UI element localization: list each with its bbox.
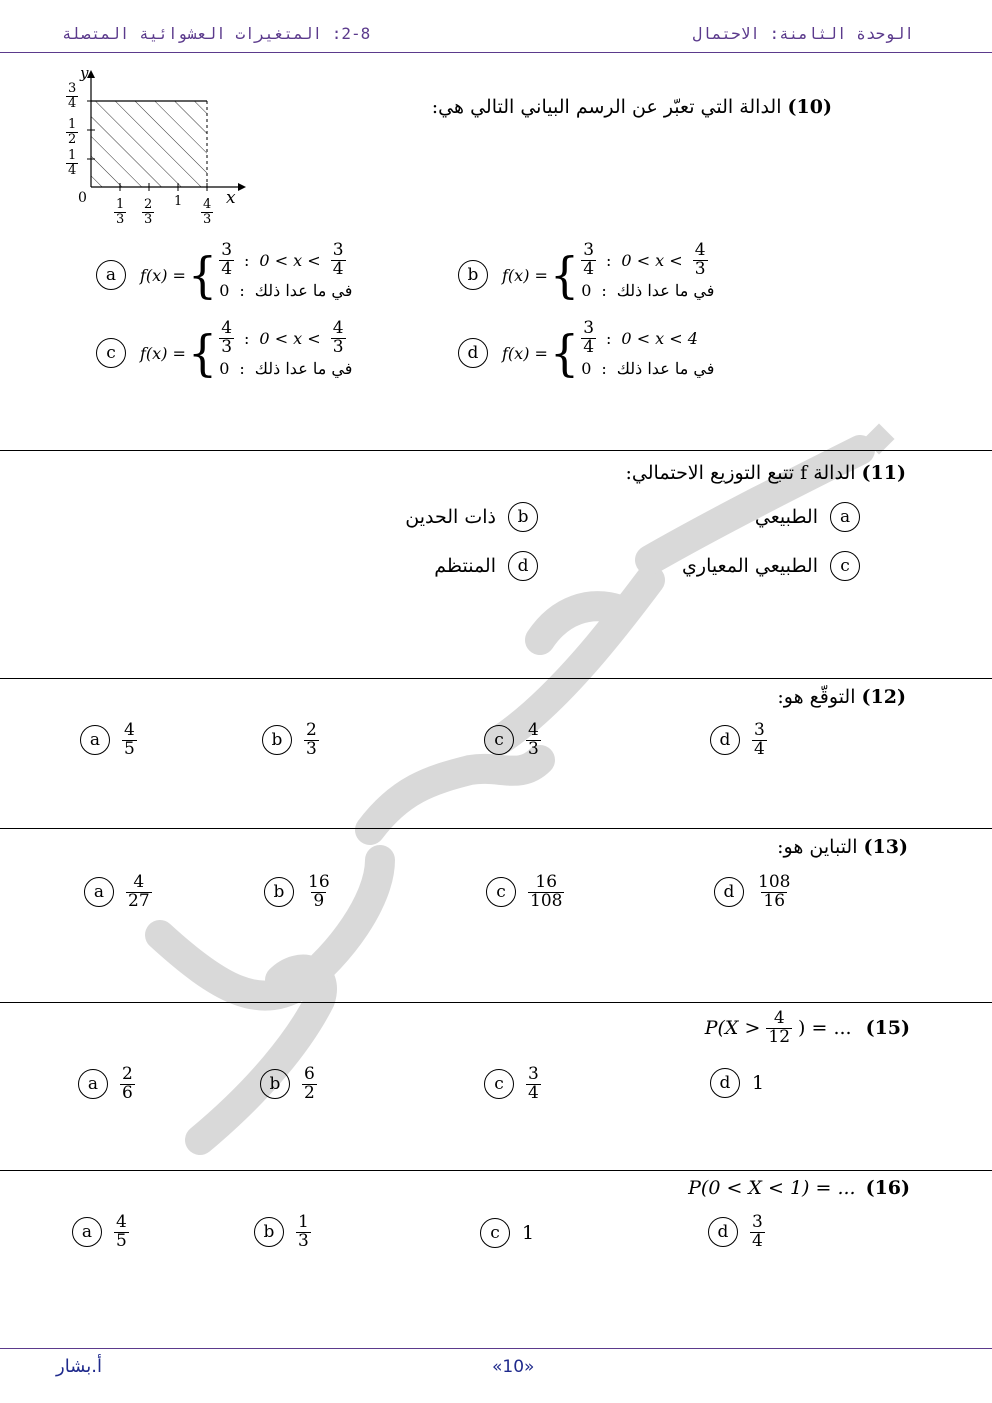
q15-option-a[interactable] <box>78 1066 135 1103</box>
option-letter-a: a <box>96 260 126 290</box>
piecewise-function <box>502 239 715 304</box>
q10-number: (10) <box>787 96 832 118</box>
case-value: $\frac{4}{3}$ <box>221 317 233 357</box>
option-letter-d: d <box>714 877 744 907</box>
q10-option-d[interactable] <box>458 317 715 382</box>
case-condition: 0 < x < 4 <box>621 328 698 348</box>
colon: : <box>244 328 250 348</box>
option-value: $\frac{4}{3}$ <box>528 720 539 759</box>
option-value: $\frac{16}{108}$ <box>530 872 563 911</box>
q12-option-b[interactable] <box>262 722 319 759</box>
q16-title <box>688 1177 910 1199</box>
colon: : <box>606 328 612 348</box>
option-value: $\frac{4}{27}$ <box>128 872 150 911</box>
option-letter-c: c <box>484 725 514 755</box>
option-letter-c: c <box>484 1069 514 1099</box>
q15-option-b[interactable] <box>260 1066 317 1103</box>
header-unit-title: الوحدة الثامنة: الاحتمال <box>692 24 914 43</box>
option-letter-c: c <box>96 338 126 368</box>
colon: : <box>244 250 250 270</box>
q15-title <box>705 1010 910 1047</box>
q15-expr-frac: $\frac{4}{12}$ <box>768 1008 791 1047</box>
q10-title <box>432 96 832 118</box>
case-bound: $\frac{4}{3}$ <box>332 317 344 357</box>
q13-number: (13) <box>863 836 908 858</box>
option-letter-a: a <box>72 1217 102 1247</box>
option-value: $\frac{3}{4}$ <box>754 720 765 759</box>
case-bound: $\frac{3}{4}$ <box>332 239 344 279</box>
q11-option-d[interactable] <box>434 551 538 581</box>
case-value: $\frac{3}{4}$ <box>583 317 595 357</box>
q12-title <box>777 686 906 708</box>
graph-x-tick: 1 <box>174 194 183 209</box>
colon: : <box>239 358 245 378</box>
piecewise-function <box>140 317 353 382</box>
q12-option-c[interactable] <box>484 722 541 759</box>
option-letter-b: b <box>254 1217 284 1247</box>
q10-graph <box>60 66 250 236</box>
q16-expr: P(0 < X < 1) = ... <box>688 1177 856 1199</box>
q12-option-d[interactable] <box>710 722 767 759</box>
q12-text: التوقّع هو: <box>777 686 856 708</box>
divider <box>0 1170 992 1171</box>
option-value: 1 <box>752 1072 765 1094</box>
option-letter-d: d <box>708 1217 738 1247</box>
q11-text: الدالة f تتبع التوزيع الاحتمالي: <box>625 462 856 484</box>
option-letter-b: b <box>264 877 294 907</box>
footer-page-number: «10» <box>492 1357 535 1377</box>
option-value: $\frac{3}{4}$ <box>528 1064 539 1103</box>
option-value: $\frac{16}{9}$ <box>308 872 330 911</box>
q10-option-a[interactable] <box>96 239 353 304</box>
option-letter-d: d <box>710 725 740 755</box>
case-zero: 0 <box>219 280 230 300</box>
divider <box>0 678 992 679</box>
header-lesson-title: 2-8: المتغيرات العشوائية المتصلة <box>62 24 371 43</box>
graph-x-label: x <box>226 188 236 208</box>
graph-x-tick: $\frac{2}{3}$ <box>144 197 153 227</box>
option-letter-a: a <box>830 502 860 532</box>
option-value: $\frac{1}{3}$ <box>298 1212 309 1251</box>
option-letter-c: c <box>480 1218 510 1248</box>
option-letter-a: a <box>78 1069 108 1099</box>
divider <box>0 450 992 451</box>
case-value: $\frac{3}{4}$ <box>221 239 233 279</box>
option-value: $\frac{6}{2}$ <box>304 1064 315 1103</box>
case-zero: 0 <box>219 358 230 378</box>
q15-number: (15) <box>865 1017 910 1040</box>
case-condition: 0 < x < <box>259 328 321 348</box>
footer-rule <box>0 1348 992 1349</box>
q11-option-b[interactable] <box>405 502 538 532</box>
q11-title <box>626 462 906 484</box>
piecewise-function <box>140 239 353 304</box>
q13-title <box>777 836 908 858</box>
q15-option-c[interactable] <box>484 1066 541 1103</box>
option-label: ذات الحدين <box>405 506 496 528</box>
q13-option-a[interactable] <box>84 874 152 911</box>
option-letter-b: b <box>508 502 538 532</box>
fx-label: f(x) = <box>140 343 186 363</box>
option-label: الطبيعي المعياري <box>682 555 818 577</box>
q16-option-d[interactable] <box>708 1214 765 1251</box>
option-label: المنتظم <box>434 555 496 577</box>
fx-label: f(x) = <box>502 343 548 363</box>
option-letter-c: c <box>486 877 516 907</box>
graph-x-tick: $\frac{4}{3}$ <box>203 197 212 227</box>
colon: : <box>606 250 612 270</box>
case-condition: 0 < x < <box>621 250 683 270</box>
option-value: 1 <box>522 1222 535 1244</box>
divider <box>0 1002 992 1003</box>
option-letter-d: d <box>710 1068 740 1098</box>
colon: : <box>239 280 245 300</box>
option-letter-d: d <box>508 551 538 581</box>
fx-label: f(x) = <box>502 265 548 285</box>
q13-option-c[interactable] <box>486 874 564 911</box>
q13-text: التباين هو: <box>777 836 858 858</box>
option-value: $\frac{3}{4}$ <box>752 1212 763 1251</box>
brace: { <box>187 324 218 382</box>
option-label: الطبيعي <box>754 506 818 528</box>
q16-option-a[interactable] <box>72 1214 129 1251</box>
graph-x-tick: $\frac{1}{3}$ <box>116 197 125 227</box>
footer-author: أ.بشار <box>56 1356 102 1377</box>
q11-number: (11) <box>861 462 906 484</box>
option-letter-b: b <box>262 725 292 755</box>
case-bound: $\frac{4}{3}$ <box>694 239 706 279</box>
otherwise-label: في ما عدا ذلك <box>616 280 715 300</box>
option-value: $\frac{4}{5}$ <box>116 1212 127 1251</box>
q13-option-d[interactable] <box>714 874 792 911</box>
q16-number: (16) <box>865 1177 910 1199</box>
graph-y-tick: $\frac{1}{2}$ <box>68 117 77 147</box>
case-zero: 0 <box>581 358 592 378</box>
option-value: $\frac{108}{16}$ <box>758 872 791 911</box>
q12-number: (12) <box>861 686 906 708</box>
fx-label: f(x) = <box>140 265 186 285</box>
graph-y-tick: $\frac{3}{4}$ <box>68 81 77 111</box>
otherwise-label: في ما عدا ذلك <box>616 358 715 378</box>
option-value: $\frac{4}{5}$ <box>124 720 135 759</box>
option-letter-a: a <box>84 877 114 907</box>
q12-option-a[interactable] <box>80 722 137 759</box>
graph-origin: 0 <box>78 190 87 206</box>
q16-option-c[interactable] <box>480 1218 534 1248</box>
q15-expr-right: ) = ... <box>798 1017 852 1040</box>
q10-option-b[interactable] <box>458 239 715 304</box>
option-letter-b: b <box>458 260 488 290</box>
q15-expr-left: P(X > <box>704 1017 761 1040</box>
divider <box>0 828 992 829</box>
option-letter-b: b <box>260 1069 290 1099</box>
q10-text: الدالة التي تعبّر عن الرسم البياني التالي هي: <box>431 96 782 118</box>
q11-option-c[interactable] <box>682 551 860 581</box>
q16-option-b[interactable] <box>254 1214 311 1251</box>
case-zero: 0 <box>581 280 592 300</box>
q11-option-a[interactable] <box>755 502 860 532</box>
option-letter-d: d <box>458 338 488 368</box>
option-value: $\frac{2}{6}$ <box>122 1064 133 1103</box>
case-condition: 0 < x < <box>259 250 321 270</box>
graph-y-tick: $\frac{1}{4}$ <box>68 148 77 178</box>
option-letter-a: a <box>80 725 110 755</box>
colon: : <box>601 280 607 300</box>
case-value: $\frac{3}{4}$ <box>583 239 595 279</box>
q13-option-b[interactable] <box>264 874 332 911</box>
option-value: $\frac{2}{3}$ <box>306 720 317 759</box>
otherwise-label: في ما عدا ذلك <box>254 358 353 378</box>
brace: { <box>549 246 580 304</box>
option-letter-c: c <box>830 551 860 581</box>
otherwise-label: في ما عدا ذلك <box>254 280 353 300</box>
q10-option-c[interactable] <box>96 317 353 382</box>
graph-y-label: y <box>80 64 89 82</box>
brace: { <box>187 246 218 304</box>
brace: { <box>549 324 580 382</box>
piecewise-function <box>502 317 715 382</box>
colon: : <box>601 358 607 378</box>
q15-option-d[interactable] <box>710 1068 764 1098</box>
